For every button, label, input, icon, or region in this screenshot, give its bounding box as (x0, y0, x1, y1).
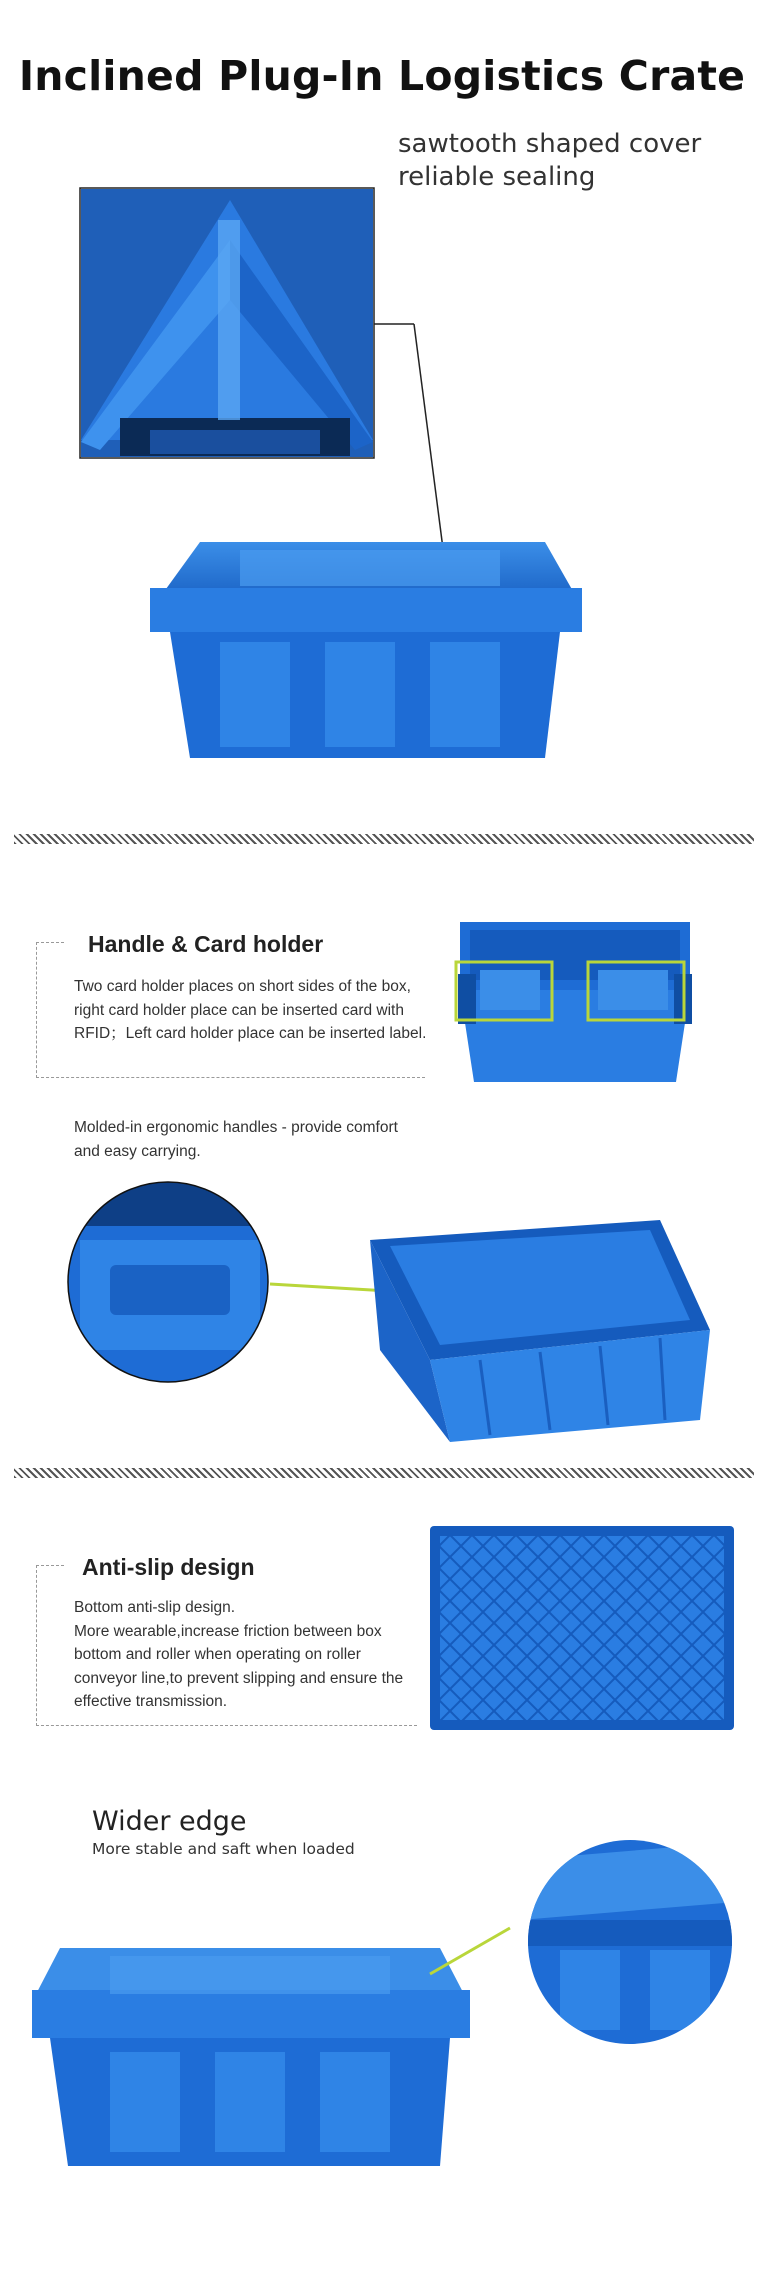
crate-open (370, 1220, 710, 1442)
crate-closed (150, 542, 582, 758)
lid-closeup-inset (80, 188, 374, 458)
handle-line-3: RFID；Left card holder place can be inserted label. (74, 1025, 427, 1042)
antislip-line-2: More wearable,increase friction between box (74, 1622, 382, 1640)
antislip-line-1: Bottom anti-slip design. (74, 1599, 236, 1616)
handles-line-1: Molded-in ergonomic handles - provide comfort (74, 1119, 398, 1136)
card-holder-image (450, 910, 700, 1085)
antislip-description (74, 1596, 424, 1714)
antislip-bottom-image (428, 1524, 738, 1734)
wider-edge-title: Wider edge (92, 1806, 247, 1837)
hero-crate-image (0, 180, 764, 780)
feature-line-1: sawtooth shaped cover (398, 129, 702, 159)
edge-closeup (520, 1830, 760, 2050)
wider-edge-image (20, 1830, 764, 2190)
section-divider (14, 834, 754, 844)
feature-line-2: reliable sealing (398, 162, 596, 192)
page-title: Inclined Plug-In Logistics Crate (18, 52, 746, 100)
handle-crate-image (60, 1180, 720, 1450)
handle-description (74, 975, 434, 1046)
handle-closeup (60, 1180, 280, 1390)
antislip-line-5: effective transmission. (74, 1693, 228, 1710)
wider-edge-subtitle: More stable and saft when loaded (92, 1840, 355, 1858)
handle-frame-tick (36, 942, 64, 943)
handles-description (74, 1116, 454, 1163)
antislip-frame-tick (36, 1565, 64, 1566)
crate-wide (32, 1948, 470, 2166)
antislip-line-4: conveyor line,to prevent slipping and ensure the (74, 1669, 404, 1687)
antislip-line-3: bottom and roller when operating on roller (74, 1646, 361, 1663)
handle-section-title: Handle & Card holder (88, 931, 324, 957)
antislip-section-title: Anti-slip design (82, 1554, 255, 1580)
handle-line-1: Two card holder places on short sides of the box, (74, 978, 411, 995)
section-divider-2 (14, 1468, 754, 1478)
handle-line-2: right card holder place can be inserted card with (74, 1001, 404, 1019)
handles-line-2: and easy carrying. (74, 1142, 201, 1160)
